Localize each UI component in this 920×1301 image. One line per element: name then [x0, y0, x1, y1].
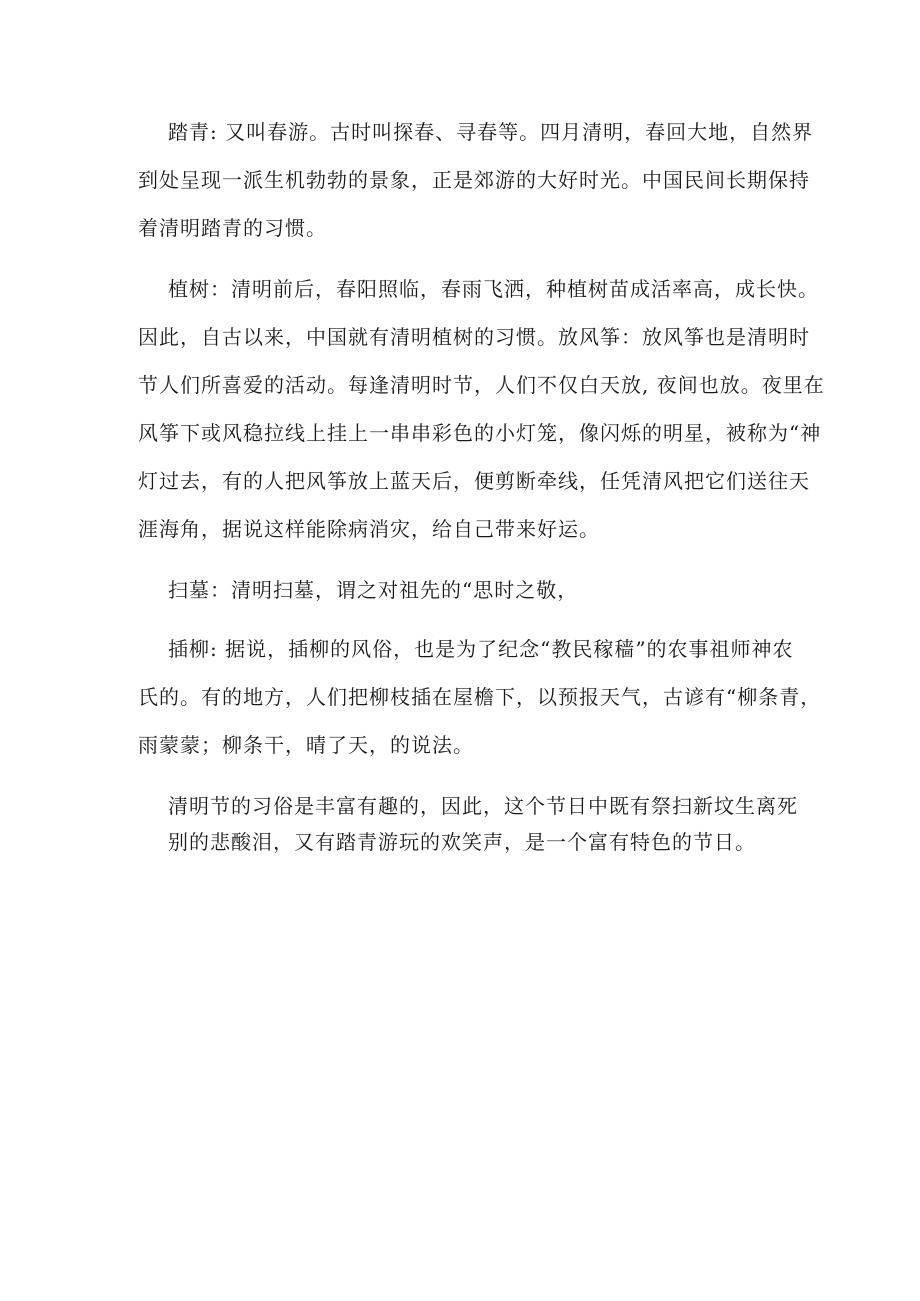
paragraph-taqing-line-3: 着清明踏青的习惯。 [138, 216, 327, 240]
paragraph-chaliu-line-1: 插柳: 据说，插柳的风俗，也是为了纪念“教民稼穑”的农事祖师神农 [168, 637, 794, 661]
paragraph-chaliu-line-2: 氏的。有的地方，人们把柳枝插在屋檐下，以预报天气，古谚有“柳条青， [138, 685, 822, 709]
paragraph-summary-line-1: 清明节的习俗是丰富有趣的，因此，这个节日中既有祭扫新坟生离死 [168, 794, 798, 818]
paragraph-chaliu-line-3: 雨蒙蒙；柳条干，晴了天，的说法。 [138, 733, 474, 757]
paragraph-zhishu-line-3: 节人们所喜爱的活动。每逢清明时节，人们不仅白天放, 夜间也放。夜里在 [138, 373, 825, 397]
paragraph-zhishu-line-1: 植树：清明前后，春阳照临，春雨飞洒，种植树苗成活率高，成长快。 [168, 277, 819, 301]
paragraph-zhishu-line-4: 风筝下或风稳拉线上挂上一串串彩色的小灯笼，像闪烁的明星，被称为“神 [138, 421, 822, 445]
paragraph-zhishu-line-5: 灯过去，有的人把风筝放上蓝天后，便剪断牵线，任凭清风把它们送往天 [138, 469, 810, 493]
paragraph-saomu-line-1: 扫墓：清明扫墓，谓之对祖先的“思时之敬， [168, 578, 579, 602]
paragraph-taqing-line-2: 到处呈现一派生机勃勃的景象，正是郊游的大好时光。中国民间长期保持 [138, 168, 810, 192]
paragraph-taqing-line-1: 踏青: 又叫春游。古时叫探春、寻春等。四月清明，春回大地，自然界 [168, 120, 814, 144]
paragraph-summary-line-2: 别的悲酸泪，又有踏青游玩的欢笑声，是一个富有特色的节日。 [168, 830, 756, 854]
paragraph-zhishu-line-2: 因此，自古以来，中国就有清明植树的习惯。放风筝：放风筝也是清明时 [138, 325, 810, 349]
paragraph-zhishu-line-6: 涯海角，据说这样能除病消灾，给自己带来好运。 [138, 517, 600, 541]
